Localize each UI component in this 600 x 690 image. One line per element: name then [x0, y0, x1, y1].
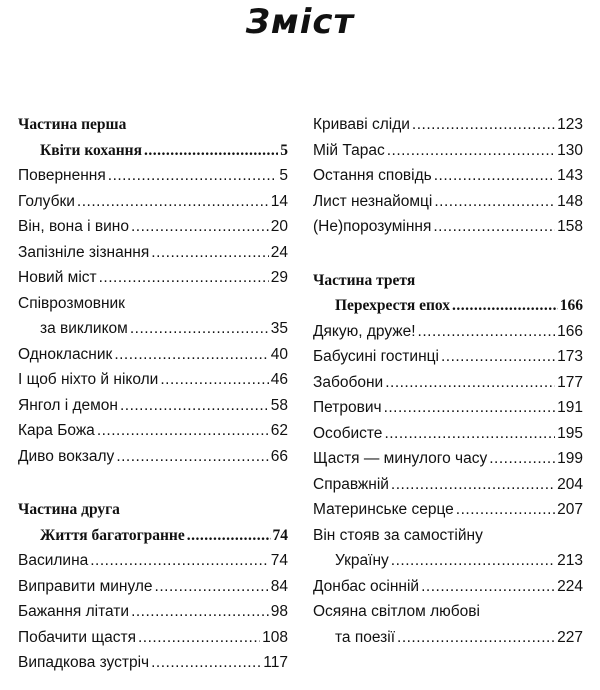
part-subtitle-entry[interactable]: Квіти кохання ..... 5: [18, 138, 288, 164]
toc-entry[interactable]: Повернення ..... 5: [18, 163, 288, 189]
toc-entry[interactable]: Диво вокзалу ..... 66: [18, 444, 288, 470]
part-heading: Частина друга: [18, 501, 120, 518]
toc-entry[interactable]: Запізніле зізнання ..... 24: [18, 240, 288, 266]
toc-column-left: [18, 112, 288, 676]
toc-entry[interactable]: Особисте ..... 195: [313, 421, 583, 447]
toc-column-right: [313, 112, 583, 650]
toc-entry[interactable]: Донбас осінній ..... 224: [313, 574, 583, 600]
toc-entry[interactable]: Василина ..... 74: [18, 548, 288, 574]
toc-entry[interactable]: Материнське серце ..... 207: [313, 497, 583, 523]
toc-entry-first-line[interactable]: Він стояв за самостійну: [313, 526, 483, 544]
toc-entry[interactable]: (Не)порозуміння ..... 158: [313, 214, 583, 240]
toc-entry[interactable]: Виправити минуле ..... 84: [18, 574, 288, 600]
toc-entry[interactable]: Криваві сліди ..... 123: [313, 112, 583, 138]
part-heading: Частина третя: [313, 271, 416, 289]
toc-entry[interactable]: за викликом ..... 35: [18, 316, 288, 342]
toc-entry[interactable]: Справжній ..... 204: [313, 472, 583, 498]
toc-entry-first-line[interactable]: Співрозмовник: [18, 294, 125, 312]
page-title: Зміст: [245, 2, 355, 42]
toc-entry[interactable]: Бажання літати ..... 98: [18, 599, 288, 625]
toc-entry[interactable]: та поезії ..... 227: [313, 625, 583, 651]
toc-entry[interactable]: Лист незнайомці ..... 148: [313, 189, 583, 215]
toc-entry[interactable]: Дякую, друже! ..... 166: [313, 319, 583, 345]
toc-entry[interactable]: Забобони ..... 177: [313, 370, 583, 396]
toc-entry[interactable]: Голубки ..... 14: [18, 189, 288, 215]
toc-entry[interactable]: Побачити щастя ..... 108: [18, 625, 288, 651]
toc-entry[interactable]: Кара Божа ..... 62: [18, 418, 288, 444]
part-subtitle-entry[interactable]: Життя багатогранне ..... 74: [18, 523, 288, 549]
toc-entry[interactable]: Україну ..... 213: [313, 548, 583, 574]
toc-entry[interactable]: Новий міст ..... 29: [18, 265, 288, 291]
toc-entry[interactable]: Янгол і демон ..... 58: [18, 393, 288, 419]
toc-entry[interactable]: Однокласник ..... 40: [18, 342, 288, 368]
toc-entry[interactable]: Щастя — минулого часу ..... 199: [313, 446, 583, 472]
toc-entry[interactable]: Мій Тарас ..... 130: [313, 138, 583, 164]
toc-entry-first-line[interactable]: Осяяна світлом любові: [313, 603, 480, 620]
part-heading: Частина перша: [18, 116, 127, 133]
toc-entry[interactable]: Остання сповідь ..... 143: [313, 163, 583, 189]
toc-entry[interactable]: Петрович ..... 191: [313, 395, 583, 421]
toc-entry[interactable]: І щоб ніхто й ніколи ..... 46: [18, 367, 288, 393]
toc-entry[interactable]: Випадкова зустріч ..... 117: [18, 650, 288, 676]
part-subtitle-entry[interactable]: Перехрестя епох ..... 166: [313, 293, 583, 319]
toc-entry[interactable]: Він, вона і вино ..... 20: [18, 214, 288, 240]
toc-entry[interactable]: Бабусині гостинці ..... 173: [313, 344, 583, 370]
